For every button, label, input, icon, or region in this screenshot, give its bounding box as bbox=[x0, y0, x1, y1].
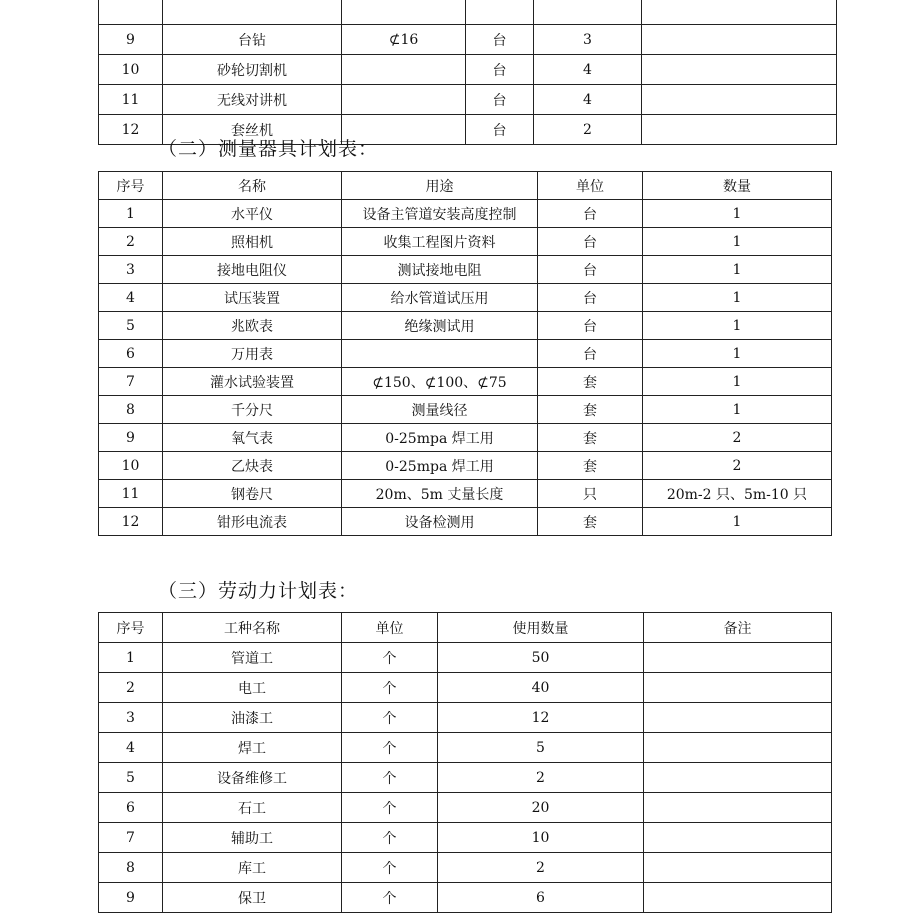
table-cell: 个 bbox=[342, 643, 438, 673]
table-cell: 11 bbox=[99, 480, 163, 508]
table-header-row bbox=[99, 172, 832, 200]
table-cell: 个 bbox=[342, 823, 438, 853]
column-header: 工种名称 bbox=[163, 613, 342, 643]
table-cell: 6 bbox=[99, 340, 163, 368]
table-row bbox=[99, 200, 832, 228]
table-cell: 接地电阻仪 bbox=[163, 256, 342, 284]
table-cell: 测量线径 bbox=[342, 396, 538, 424]
table-row bbox=[99, 883, 832, 913]
labor-plan-table bbox=[98, 612, 832, 913]
table-cell: 1 bbox=[643, 312, 832, 340]
table-cell: 10 bbox=[438, 823, 644, 853]
table-cell bbox=[534, 0, 642, 25]
table-cell bbox=[644, 703, 832, 733]
labor-plan-table-body bbox=[99, 613, 832, 913]
column-header: 名称 bbox=[163, 172, 342, 200]
measure-tools-table-body bbox=[99, 172, 832, 536]
column-header: 用途 bbox=[342, 172, 538, 200]
table-cell: 只 bbox=[538, 480, 643, 508]
table-cell: 套 bbox=[538, 396, 643, 424]
table-cell: 个 bbox=[342, 793, 438, 823]
table-cell: 设备主管道安装高度控制 bbox=[342, 200, 538, 228]
table-header-row bbox=[99, 613, 832, 643]
table-row bbox=[99, 340, 832, 368]
table-cell: 台 bbox=[466, 25, 534, 55]
table-cell: 40 bbox=[438, 673, 644, 703]
table-cell: 3 bbox=[99, 256, 163, 284]
table-cell: 台 bbox=[538, 284, 643, 312]
table-cell: 20m-2 只、5m-10 只 bbox=[643, 480, 832, 508]
table-cell: 石工 bbox=[163, 793, 342, 823]
table-cell: 个 bbox=[342, 733, 438, 763]
table-cell: 台 bbox=[538, 228, 643, 256]
table-cell: 收集工程图片资料 bbox=[342, 228, 538, 256]
table-cell: 套丝机 bbox=[163, 115, 342, 145]
table-cell: 电工 bbox=[163, 673, 342, 703]
table-cell: 1 bbox=[643, 284, 832, 312]
table-cell: 5 bbox=[438, 733, 644, 763]
table-cell: 2 bbox=[438, 853, 644, 883]
table-cell: 6 bbox=[99, 793, 163, 823]
column-header: 使用数量 bbox=[438, 613, 644, 643]
table-cell: 乙炔表 bbox=[163, 452, 342, 480]
column-header: 备注 bbox=[644, 613, 832, 643]
table-cell: ⊄16 bbox=[342, 25, 466, 55]
column-header: 单位 bbox=[342, 613, 438, 643]
table-cell: 照相机 bbox=[163, 228, 342, 256]
table-cell bbox=[642, 25, 837, 55]
table-row bbox=[99, 25, 837, 55]
table-cell bbox=[642, 0, 837, 25]
table-cell: 套 bbox=[538, 424, 643, 452]
table-cell bbox=[342, 85, 466, 115]
table-cell bbox=[342, 340, 538, 368]
column-header: 数量 bbox=[643, 172, 832, 200]
table-cell: 2 bbox=[534, 115, 642, 145]
table-cell: 2 bbox=[99, 228, 163, 256]
table-cell: 砂轮切割机 bbox=[163, 55, 342, 85]
table-cell: 9 bbox=[99, 25, 163, 55]
table-cell bbox=[644, 673, 832, 703]
table-cell: 4 bbox=[534, 85, 642, 115]
table-cell bbox=[342, 0, 466, 25]
table-cell: 1 bbox=[643, 228, 832, 256]
table-row bbox=[99, 368, 832, 396]
table-cell: 7 bbox=[99, 823, 163, 853]
table-cell: 绝缘测试用 bbox=[342, 312, 538, 340]
table-cell: 2 bbox=[643, 452, 832, 480]
table-cell: 1 bbox=[643, 396, 832, 424]
table-row bbox=[99, 673, 832, 703]
table-cell: 2 bbox=[99, 673, 163, 703]
table-cell: 万用表 bbox=[163, 340, 342, 368]
equipment-table bbox=[98, 0, 837, 145]
table-cell bbox=[642, 115, 837, 145]
table-cell: 测试接地电阻 bbox=[342, 256, 538, 284]
table-cell: 油漆工 bbox=[163, 703, 342, 733]
table-cell: 1 bbox=[643, 368, 832, 396]
table-cell: 10 bbox=[99, 452, 163, 480]
table-cell: 个 bbox=[342, 673, 438, 703]
table-cell: 保卫 bbox=[163, 883, 342, 913]
table-cell: 台 bbox=[466, 115, 534, 145]
table-cell: 1 bbox=[643, 508, 832, 536]
table-cell: 1 bbox=[99, 643, 163, 673]
table-row bbox=[99, 508, 832, 536]
table-cell: 库工 bbox=[163, 853, 342, 883]
table-row bbox=[99, 312, 832, 340]
table-cell: 0-25mpa 焊工用 bbox=[342, 424, 538, 452]
table-row bbox=[99, 256, 832, 284]
table-cell: 12 bbox=[99, 508, 163, 536]
table-row bbox=[99, 396, 832, 424]
table-row bbox=[99, 452, 832, 480]
table-cell: 8 bbox=[99, 853, 163, 883]
table-cell: 千分尺 bbox=[163, 396, 342, 424]
table-cell: 灌水试验装置 bbox=[163, 368, 342, 396]
table-cell: 6 bbox=[438, 883, 644, 913]
table-cell: 台 bbox=[538, 200, 643, 228]
table-cell: 8 bbox=[99, 396, 163, 424]
table-cell: 2 bbox=[438, 763, 644, 793]
table-cell: 套 bbox=[538, 508, 643, 536]
column-header: 序号 bbox=[99, 172, 163, 200]
table-cell bbox=[642, 55, 837, 85]
table-cell: 台钻 bbox=[163, 25, 342, 55]
table-cell: 1 bbox=[99, 200, 163, 228]
table-cell bbox=[644, 853, 832, 883]
table-row bbox=[99, 643, 832, 673]
table-cell: 7 bbox=[99, 368, 163, 396]
table-cell: 管道工 bbox=[163, 643, 342, 673]
measure-section-heading: （二）测量器具计划表： bbox=[158, 138, 379, 160]
table-cell: 兆欧表 bbox=[163, 312, 342, 340]
table-cell bbox=[644, 883, 832, 913]
table-cell bbox=[163, 0, 342, 25]
table-cell: 台 bbox=[466, 85, 534, 115]
table-cell: 5 bbox=[99, 312, 163, 340]
table-cell: 个 bbox=[342, 853, 438, 883]
table-cell: 20m、5m 丈量长度 bbox=[342, 480, 538, 508]
table-row bbox=[99, 763, 832, 793]
table-cell: 12 bbox=[438, 703, 644, 733]
table-cell: 设备检测用 bbox=[342, 508, 538, 536]
table-cell: 4 bbox=[99, 733, 163, 763]
table-cell: 焊工 bbox=[163, 733, 342, 763]
equipment-table-body bbox=[99, 0, 837, 145]
table-cell: 设备维修工 bbox=[163, 763, 342, 793]
table-cell: 1 bbox=[643, 256, 832, 284]
table-cell: 试压装置 bbox=[163, 284, 342, 312]
table-row bbox=[99, 703, 832, 733]
table-row bbox=[99, 853, 832, 883]
table-row bbox=[99, 793, 832, 823]
table-row bbox=[99, 55, 837, 85]
table-row bbox=[99, 424, 832, 452]
table-cell: 套 bbox=[538, 452, 643, 480]
table-cell: 套 bbox=[538, 368, 643, 396]
labor-section-heading: （三）劳动力计划表： bbox=[158, 580, 359, 602]
table-cell bbox=[644, 733, 832, 763]
table-cell bbox=[644, 763, 832, 793]
table-cell: 个 bbox=[342, 703, 438, 733]
table-cell: 11 bbox=[99, 85, 163, 115]
table-cell: 辅助工 bbox=[163, 823, 342, 853]
table-row bbox=[99, 284, 832, 312]
table-cell: 3 bbox=[534, 25, 642, 55]
column-header: 单位 bbox=[538, 172, 643, 200]
table-cell: 3 bbox=[99, 703, 163, 733]
table-cell: 钢卷尺 bbox=[163, 480, 342, 508]
table-cell: 4 bbox=[99, 284, 163, 312]
table-cell: 9 bbox=[99, 424, 163, 452]
table-cell: 5 bbox=[99, 763, 163, 793]
table-cell bbox=[644, 643, 832, 673]
table-cell: 10 bbox=[99, 55, 163, 85]
table-cell: 给水管道试压用 bbox=[342, 284, 538, 312]
table-cell bbox=[642, 85, 837, 115]
table-cell bbox=[466, 0, 534, 25]
table-cell: 台 bbox=[538, 312, 643, 340]
table-cell: 台 bbox=[538, 256, 643, 284]
table-cell: 氧气表 bbox=[163, 424, 342, 452]
table-cell bbox=[342, 55, 466, 85]
table-cell: ⊄150、⊄100、⊄75 bbox=[342, 368, 538, 396]
table-cell: 12 bbox=[99, 115, 163, 145]
table-cell bbox=[644, 793, 832, 823]
table-cell bbox=[644, 823, 832, 853]
table-cell: 2 bbox=[643, 424, 832, 452]
table-cell: 台 bbox=[466, 55, 534, 85]
table-cell: 20 bbox=[438, 793, 644, 823]
table-cell: 水平仪 bbox=[163, 200, 342, 228]
table-row bbox=[99, 0, 837, 25]
table-cell: 台 bbox=[538, 340, 643, 368]
table-cell: 4 bbox=[534, 55, 642, 85]
table-cell: 9 bbox=[99, 883, 163, 913]
table-row bbox=[99, 480, 832, 508]
measure-tools-table bbox=[98, 171, 832, 536]
table-row bbox=[99, 733, 832, 763]
table-cell: 50 bbox=[438, 643, 644, 673]
column-header: 序号 bbox=[99, 613, 163, 643]
table-row bbox=[99, 228, 832, 256]
table-row bbox=[99, 85, 837, 115]
table-row bbox=[99, 823, 832, 853]
table-cell: 钳形电流表 bbox=[163, 508, 342, 536]
table-cell: 个 bbox=[342, 763, 438, 793]
table-cell: 1 bbox=[643, 200, 832, 228]
table-cell: 无线对讲机 bbox=[163, 85, 342, 115]
table-cell: 个 bbox=[342, 883, 438, 913]
table-cell: 1 bbox=[643, 340, 832, 368]
table-cell bbox=[99, 0, 163, 25]
table-cell: 0-25mpa 焊工用 bbox=[342, 452, 538, 480]
